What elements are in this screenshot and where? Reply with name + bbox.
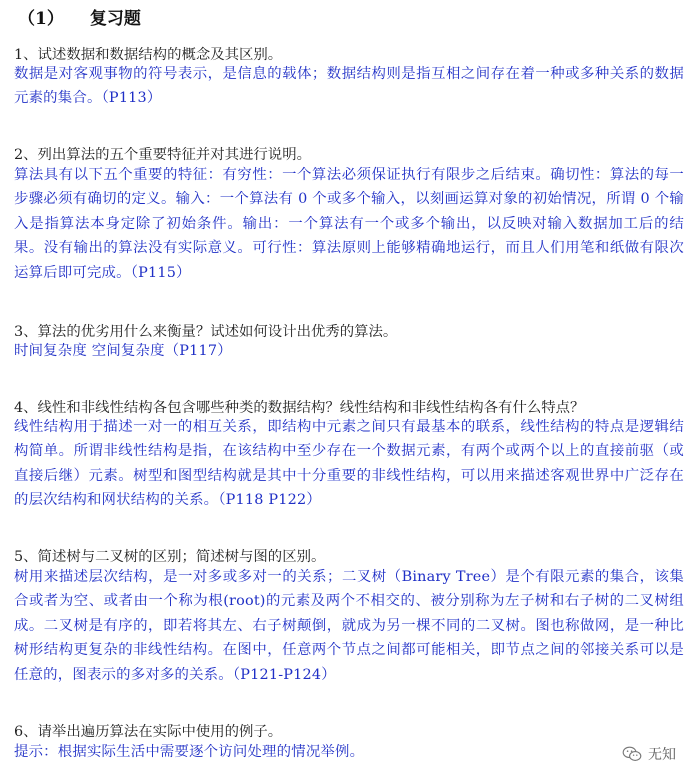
question-1: 1、试述数据和数据结构的概念及其区别。 [14, 47, 283, 63]
question-2: 2、列出算法的五个重要特征并对其进行说明。 [14, 147, 311, 163]
answer-3: 时间复杂度 空间复杂度（P117） [14, 343, 232, 359]
section-title [18, 4, 141, 29]
watermark-text: 无知 [648, 747, 676, 763]
answer-5: 树用来描述层次结构，是一对多或多对一的关系；二叉树（Binary Tree）是个有限元素的集合，该集合或者为空、或者由一个称为根(root)的元素及两个不相交的、被分别称为左子树和右子树的二叉树组成。二叉树是有序的，即若将其左、右子树颠倒，就成为另一棵不同的二叉树。图也称做网，是一种比树形结构更复杂的非线性结构。在图中，任意两个节点之间都可能相关，即节点之间的邻接关系可以是任意的，图表示的多对多的关系。（P121-P124） [14, 569, 684, 683]
watermark [622, 744, 676, 764]
section-heading: 复习题 [89, 9, 141, 29]
answer-6: 提示：根据实际生活中需要逐个访问处理的情况举例。 [14, 744, 365, 760]
question-6: 6、请举出遍历算法在实际中使用的例子。 [14, 724, 283, 740]
answer-4: 线性结构用于描述一对一的相互关系，即结构中元素之间只有最基本的联系，线性结构的特点是逻辑结构简单。所谓非线性结构是指，在该结构中至少存在一个数据元素，有两个或两个以上的直接前驱（或直接后继）元素。树型和图型结构就是其中十分重要的非线性结构，可以用来描述客观世界中广泛存在的层次结构和网状结构的关系。（P118 P122） [14, 419, 684, 509]
question-4: 4、线性和非线性结构各包含哪些种类的数据结构？线性结构和非线性结构各有什么特点？ [14, 400, 585, 416]
answer-2: 算法具有以下五个重要的特征：有穷性：一个算法必须保证执行有限步之后结束。确切性：算法的每一步骤必须有确切的定义。输入：一个算法有 0 个或多个输入，以刻画运算对象的初始情况，所谓 0 个输入是指算法本身定除了初始条件。输出：一个算法有一个或多个输出，以反映对输入数据加工后的结果。没有输出的算法没有实际意义。可行性：算法原则上能够精确地运行，而且人们用笔和纸做有限次运算后即可完成。（P115） [14, 167, 684, 281]
answer-1: 数据是对客观事物的符号表示，是信息的载体；数据结构则是指互相之间存在着一种或多种关系的数据元素的集合。（P113） [14, 66, 684, 107]
section-number: （1） [18, 9, 64, 29]
question-5: 5、简述树与二叉树的区别；简述树与图的区别。 [14, 549, 326, 565]
question-3: 3、算法的优劣用什么来衡量？试述如何设计出优秀的算法。 [14, 324, 398, 340]
wechat-icon [622, 746, 642, 762]
